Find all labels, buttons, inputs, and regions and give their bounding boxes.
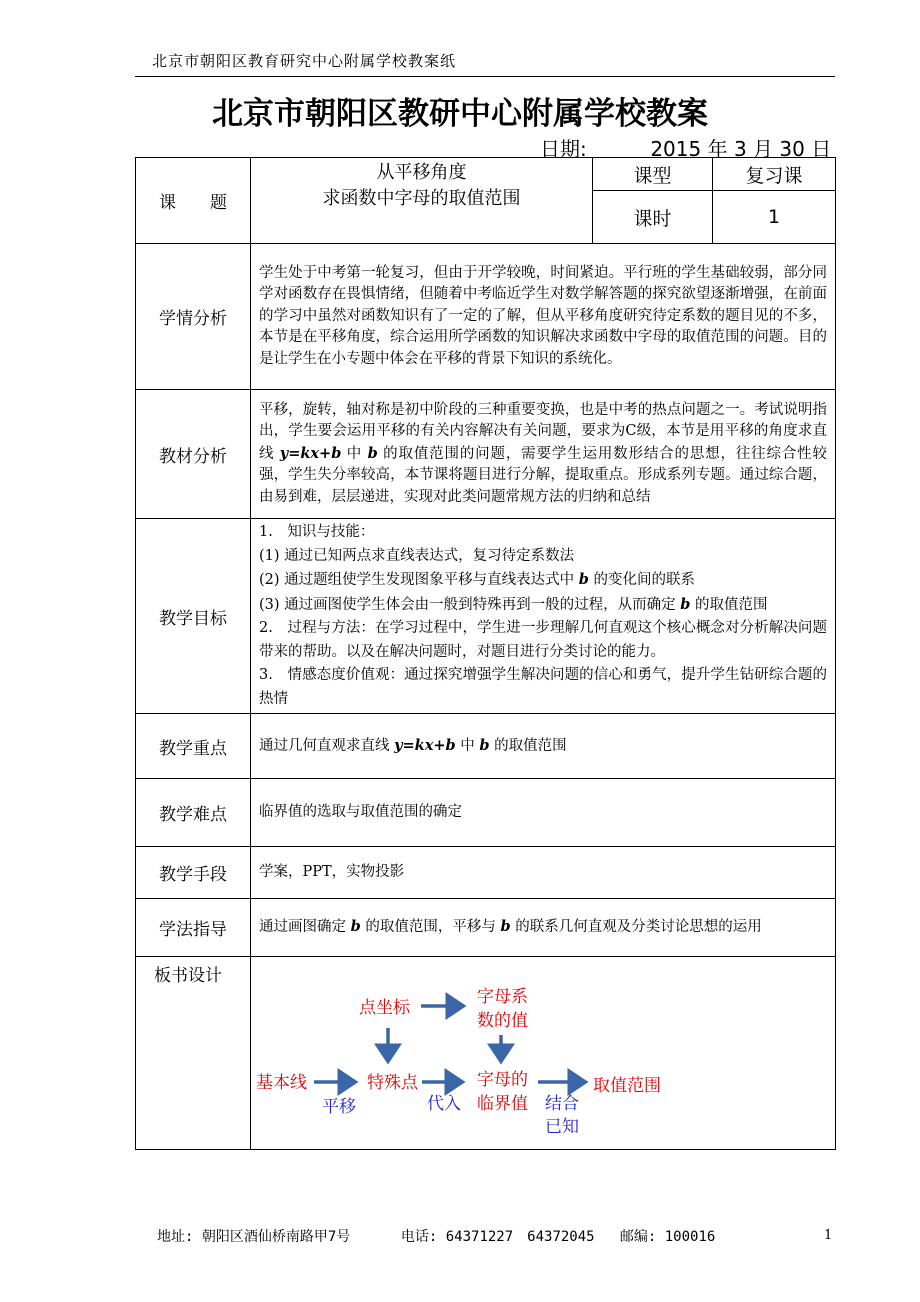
goal-1-2-b: b xyxy=(578,571,589,588)
material-text-c: 的取值范围的问题，需要学生运用数形结合的思想，往往综合性较强，学生失分率较高，本节课将题目进行分解，提取重点。形成系列专题。通过综合题，由易到难，层层递进，实现对此类问题常规方法的归纳和总结 xyxy=(259,445,828,505)
label-combine-1: 结合 xyxy=(545,1093,579,1114)
goal-1-3 xyxy=(259,593,827,618)
teaching-goals-text xyxy=(251,519,836,714)
page-number: 1 xyxy=(824,1228,833,1243)
type-label: 课型 xyxy=(593,158,713,191)
node-letter-critical-2: 临界值 xyxy=(477,1093,528,1114)
date-day: 30 xyxy=(779,137,805,161)
footer-address: 地址: 朝阳区酒仙桥南路甲7号 xyxy=(157,1229,351,1245)
topic-label: 课 题 xyxy=(136,158,251,244)
method-b-2: b xyxy=(500,918,511,936)
footer-phone: 电话: 64371227 64372045 xyxy=(400,1229,595,1245)
hours-label: 课时 xyxy=(593,191,713,244)
student-analysis-text: 学生处于中考第一轮复习，但由于开学较晚，时间紧迫。平行班的学生基础较弱，部分同学对函数存在畏惧情绪，但随着中考临近学生对数学解答题的探究欲望逐渐增强，在前面的学习中虽然对函数知识有了一定的了解，但从平移角度研究待定系数的题目见的不多，本节是在平移角度，综合运用所学函数的知识解决求函数中字母的取值范围的问题。目的是让学生在小专题中体会在平移的背景下知识的系统化。 xyxy=(251,244,836,390)
node-letter-critical-1: 字母的 xyxy=(477,1069,528,1090)
board-diagram xyxy=(251,958,835,1149)
type-value: 复习课 xyxy=(713,158,836,191)
footer-contact xyxy=(157,1226,715,1246)
teaching-means-text: 学案，PPT，实物投影 xyxy=(251,847,836,899)
goal-1-2 xyxy=(259,568,827,593)
teaching-goals-label: 教学目标 xyxy=(136,519,251,714)
label-translate: 平移 xyxy=(322,1096,356,1117)
topic-line-1: 从平移角度 xyxy=(376,162,467,183)
lesson-plan-table xyxy=(135,157,836,1150)
goal-1-3-text-b: 的取值范围 xyxy=(690,596,768,613)
student-analysis-label: 学情分析 xyxy=(136,244,251,390)
footer-zip: 邮编: 100016 xyxy=(619,1229,716,1245)
key-formula: y=kx+b xyxy=(394,736,456,754)
study-method-label: 学法指导 xyxy=(136,899,251,957)
topic-cell xyxy=(251,158,593,244)
goal-2: 2. 过程与方法：在学习过程中，学生进一步理解几何直观这个核心概念对分析解决问题带来的帮助。以及在解决问题时，对题目进行分类讨论的能力。 xyxy=(259,620,827,660)
method-text-b: 的取值范围，平移与 xyxy=(360,919,501,936)
header-rule xyxy=(135,76,835,77)
method-text-a: 通过画图确定 xyxy=(259,919,351,936)
node-value-range: 取值范围 xyxy=(593,1075,661,1096)
key-b: b xyxy=(479,736,490,754)
board-design-cell xyxy=(251,957,836,1150)
key-points-label: 教学重点 xyxy=(136,714,251,779)
goal-1: 1. 知识与技能： xyxy=(259,524,375,540)
date-year: 2015 xyxy=(650,137,702,161)
study-method-text xyxy=(251,899,836,957)
goal-1-3-text-a: (3) 通过画图使学生体会由一般到特殊再到一般的过程，从而确定 xyxy=(259,596,681,613)
label-combine-2: 已知 xyxy=(545,1116,579,1137)
hours-value: 1 xyxy=(713,191,836,244)
goal-1-2-text-a: (2) 通过题组使学生发现图象平移与直线表达式中 xyxy=(259,572,579,588)
board-design-label: 板书设计 xyxy=(136,957,251,1150)
date-month-unit: 月 xyxy=(753,137,774,161)
date-day-unit: 日 xyxy=(811,137,832,161)
key-text-b: 中 xyxy=(455,737,480,754)
date-year-unit: 年 xyxy=(707,137,728,161)
node-basic-line: 基本线 xyxy=(256,1072,307,1093)
material-analysis-text xyxy=(251,390,836,519)
date-label: 日期: xyxy=(540,137,587,161)
goal-1-2-text-b: 的变化间的联系 xyxy=(588,572,696,588)
teaching-means-label: 教学手段 xyxy=(136,847,251,899)
material-formula: y=kx+b xyxy=(279,444,342,462)
difficulty-text: 临界值的选取与取值范围的确定 xyxy=(251,779,836,847)
key-text-a: 通过几何直观求直线 xyxy=(259,737,395,754)
key-points-text xyxy=(251,714,836,779)
document-title: 北京市朝阳区教研中心附属学校教案 xyxy=(212,96,708,132)
difficulty-label: 教学难点 xyxy=(136,779,251,847)
node-point-coordinate: 点坐标 xyxy=(359,997,410,1018)
node-letter-coef-1: 字母系 xyxy=(477,986,528,1007)
node-letter-coef-2: 数的值 xyxy=(477,1010,528,1031)
material-analysis-label: 教材分析 xyxy=(136,390,251,519)
key-text-c: 的取值范围 xyxy=(489,737,567,754)
material-b: b xyxy=(367,444,378,462)
goal-3: 3. 情感态度价值观：通过探究增强学生解决问题的信心和勇气，提升学生钻研综合题的热情 xyxy=(259,667,827,707)
page-header: 北京市朝阳区教育研究中心附属学校教案纸 xyxy=(152,52,457,70)
method-text-c: 的联系几何直观及分类讨论思想的运用 xyxy=(510,919,762,936)
goal-1-1: (1) 通过已知两点求直线表达式，复习待定系数法 xyxy=(259,547,575,564)
material-text-a: 平移，旋转，轴对称是初中阶段的三种重要变换，也是中考的热点问题之一。考试说明指出，学生要会运用平移的有关内容解决有关问题，要求为C级，本节是用平移的角度求直线 xyxy=(259,401,827,462)
node-special-point: 特殊点 xyxy=(367,1072,418,1093)
date-month: 3 xyxy=(733,137,747,161)
material-text-b: 中 xyxy=(341,445,368,462)
label-substitute: 代入 xyxy=(427,1093,461,1114)
topic-line-2: 求函数中字母的取值范围 xyxy=(322,188,521,209)
method-b-1: b xyxy=(350,918,361,936)
goal-1-3-b: b xyxy=(680,595,691,613)
